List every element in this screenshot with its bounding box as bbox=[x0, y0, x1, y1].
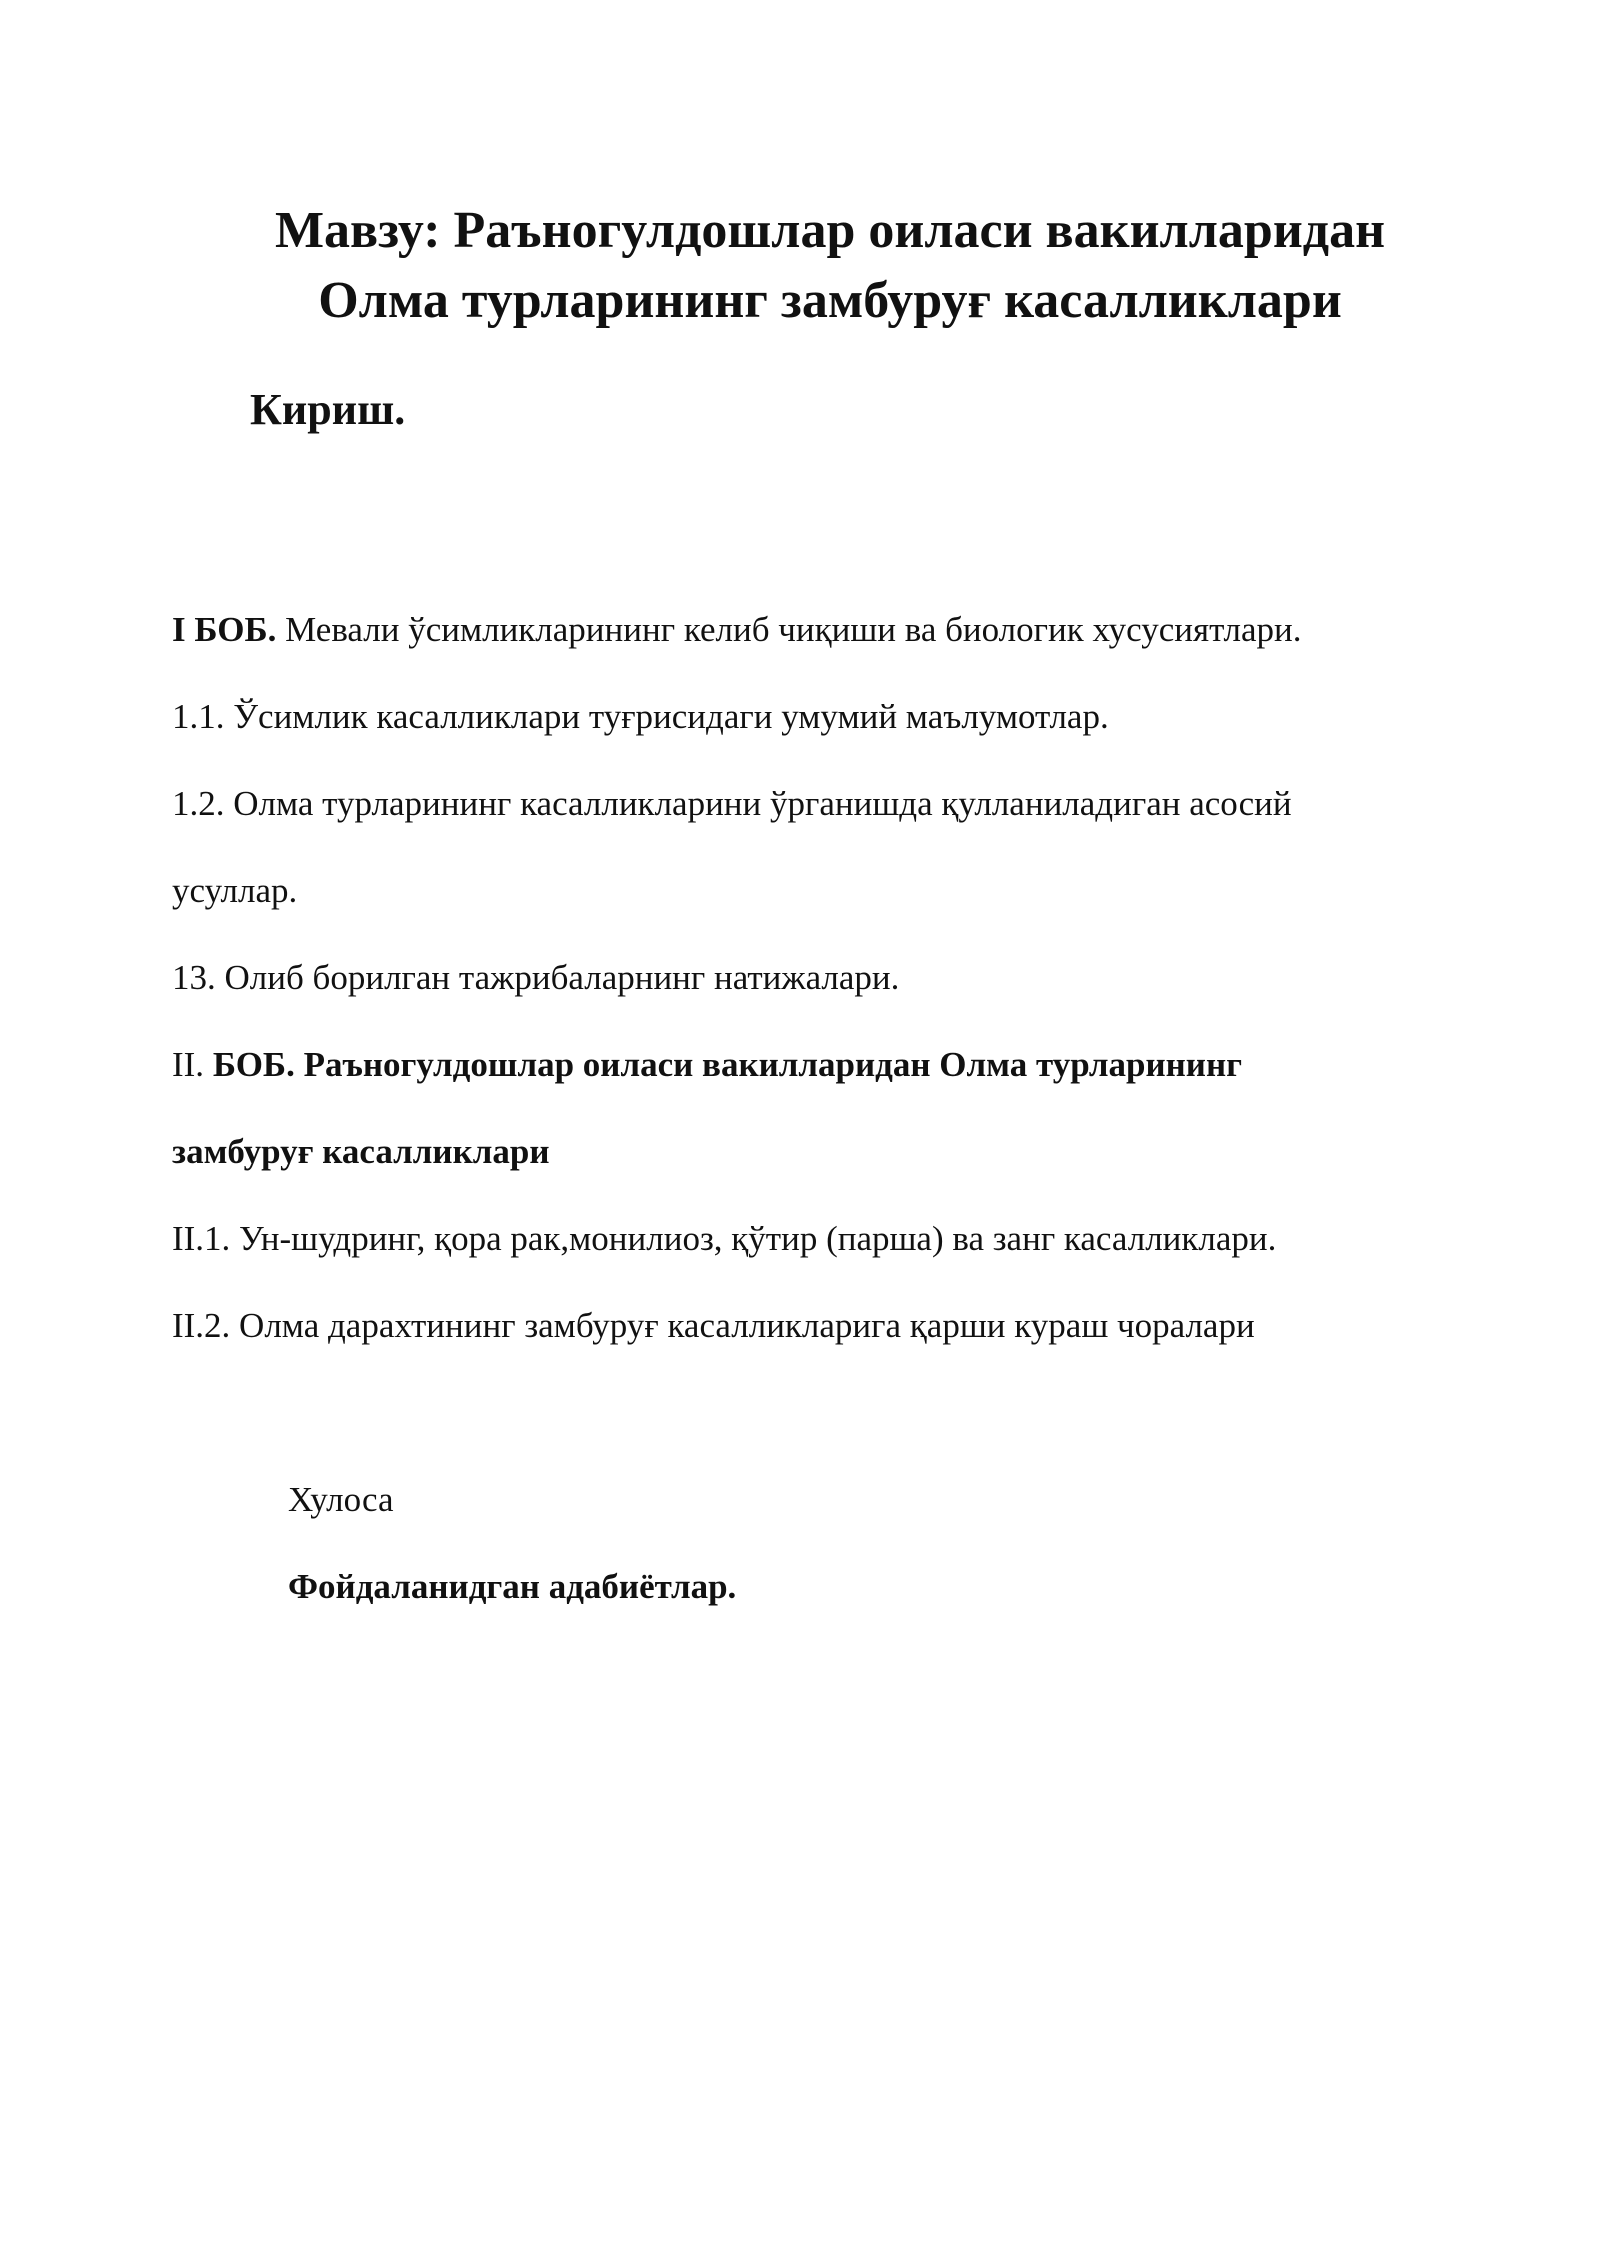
toc-section-2-2: II.2. Олма дарахтининг замбуруғ касалликларига қарши кураш чоралари bbox=[172, 1306, 1255, 1345]
toc-chapter-1-label: I БОБ. bbox=[172, 610, 277, 649]
toc-conclusion: Хулоса bbox=[288, 1480, 394, 1519]
toc-section-1-2: 1.2. Олма турларининг касалликларини ўрганишда қулланиладиган асосий bbox=[172, 784, 1292, 823]
toc-section-1-2-continued: усуллар. bbox=[172, 871, 298, 910]
toc-chapter-2-label: БОБ. Раъногулдошлар оиласи вакилларидан Олма турларининг bbox=[212, 1045, 1242, 1084]
document-title-line-2: Олма турларининг замбуруғ касалликлари bbox=[318, 272, 1342, 329]
toc-chapter-2-prefix: II. bbox=[172, 1045, 213, 1084]
toc-references: Фойдаланидган адабиётлар. bbox=[288, 1567, 737, 1606]
introduction-heading: Кириш. bbox=[250, 385, 406, 434]
toc-section-2-1: II.1. Ун-шудринг, қора рак,монилиоз, қўтир (парша) ва занг касалликлари. bbox=[172, 1219, 1277, 1258]
toc-chapter-1-text: Мевали ўсимликларининг келиб чиқиши ва биологик хусусиятлари. bbox=[276, 610, 1302, 649]
toc-chapter-2-continued: замбуруғ касалликлари bbox=[172, 1132, 550, 1171]
toc-chapter-1 bbox=[172, 605, 1302, 655]
toc-section-1-1: 1.1. Ўсимлик касалликлари туғрисидаги умумий маълумотлар. bbox=[172, 697, 1109, 736]
document-title-line-1: Мавзу: Раъногулдошлар оиласи вакилларидан bbox=[274, 202, 1386, 259]
toc-section-1-3: 13. Олиб борилган тажрибаларнинг натижалари. bbox=[172, 958, 900, 997]
toc-chapter-2 bbox=[172, 1040, 1242, 1090]
